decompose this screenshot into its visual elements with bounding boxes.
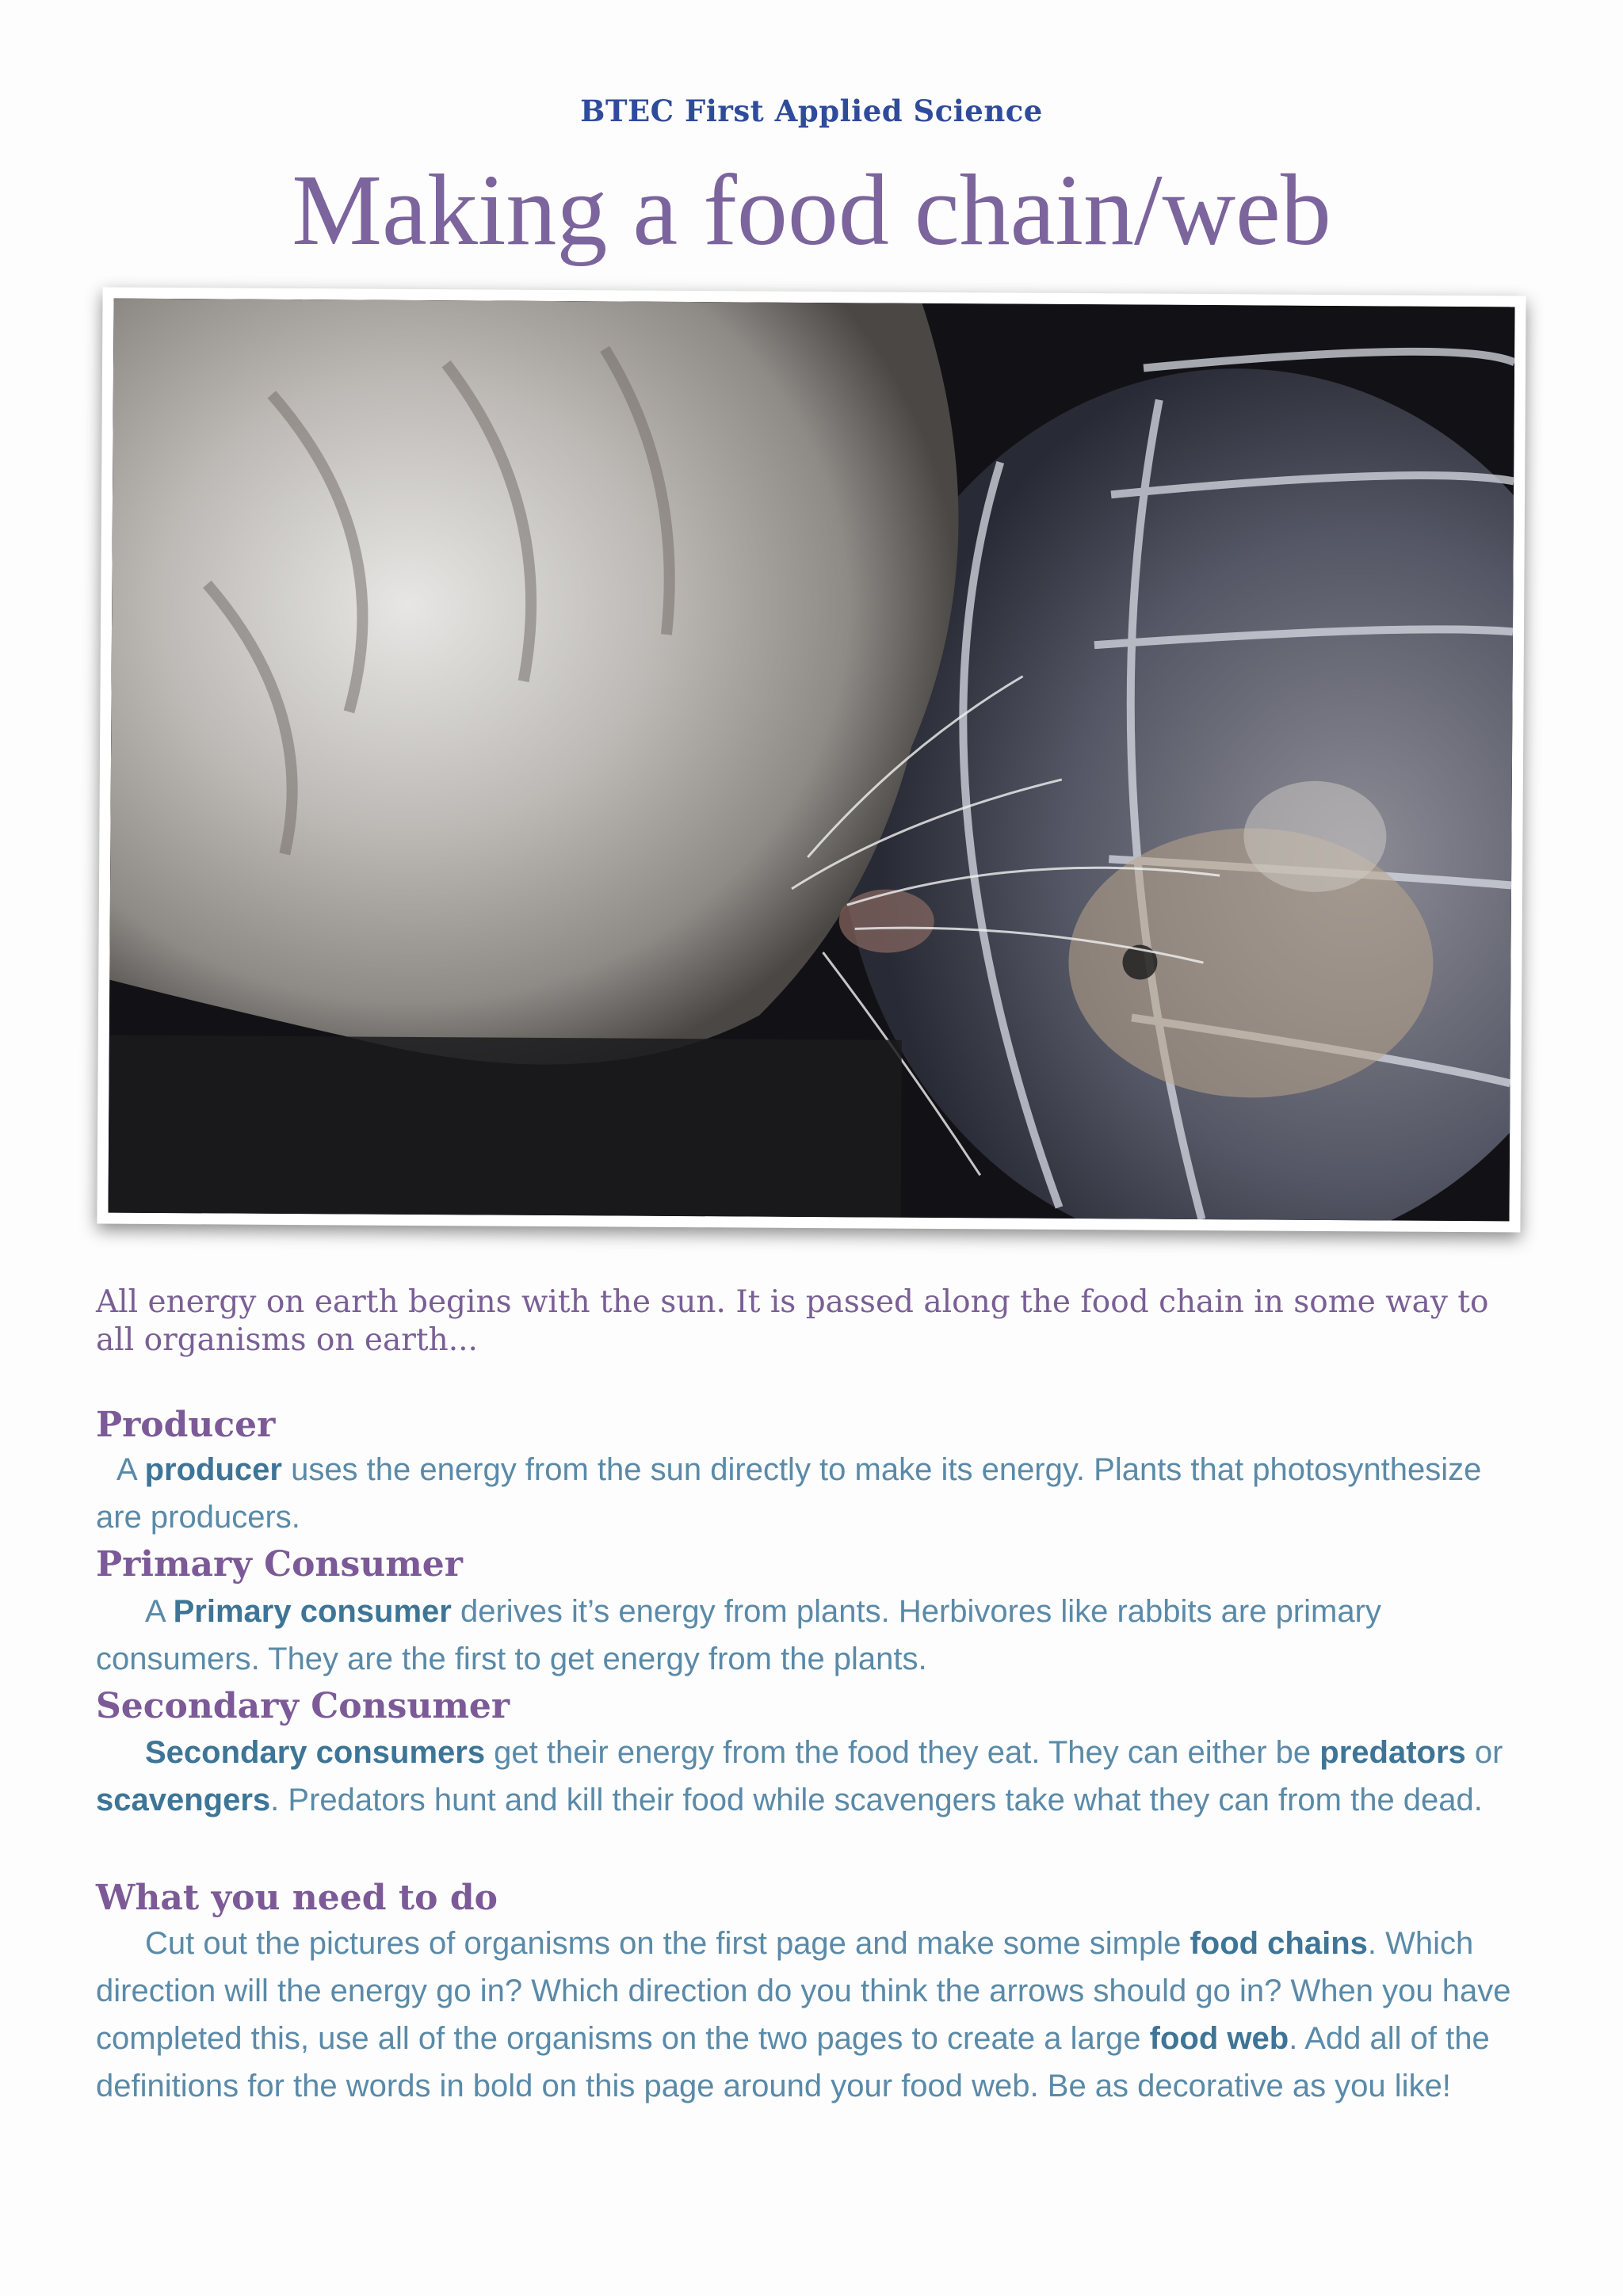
photo-illustration <box>108 299 1514 1222</box>
text-run: . Which direction will the energy go in? Which direction do you think the arrows should go in? When you have completed this, use all of the organisms on the two pages to create a large <box>96 1926 1511 2056</box>
text-run: A <box>145 1594 174 1629</box>
intro-paragraph: All energy on earth begins with the sun. It is passed along the food chain in some way to all organisms on earth... <box>96 1284 1489 1358</box>
heading-secondary-consumer: Secondary Consumer <box>96 1686 510 1726</box>
bold-term-primary-consumer: Primary consumer <box>173 1594 452 1629</box>
cat-hamster-photo <box>108 299 1514 1222</box>
paragraph-producer <box>96 1446 1522 1541</box>
text-run: or <box>1465 1735 1503 1770</box>
bold-term-food-web: food web <box>1149 2021 1289 2056</box>
text-run: Cut out the pictures of organisms on the first page and make some simple <box>145 1926 1190 1961</box>
bold-term-secondary-consumers: Secondary consumers <box>145 1735 486 1770</box>
bold-term-food-chains: food chains <box>1190 1926 1368 1961</box>
text-run: A <box>116 1452 145 1487</box>
text-run: uses the energy from the sun directly to make its energy. Plants that photosynthesize are producers. <box>96 1452 1482 1535</box>
paragraph-secondary-consumer <box>96 1729 1522 1824</box>
heading-producer: Producer <box>96 1405 276 1445</box>
text-run: . Add all of the definitions for the words in bold on this page around your food web. Be as decorative as you like! <box>96 2021 1490 2103</box>
heading-primary-consumer: Primary Consumer <box>96 1544 463 1585</box>
bold-term-scavengers: scavengers <box>96 1783 271 1817</box>
photo-frame <box>97 288 1526 1233</box>
page-title: Making a food chain/web <box>292 154 1331 266</box>
paragraph-primary-consumer <box>96 1588 1522 1683</box>
bold-term-producer: producer <box>144 1452 282 1487</box>
course-header: BTEC First Applied Science <box>580 93 1043 128</box>
text-run: get their energy from the food they eat. They can either be <box>485 1735 1320 1770</box>
bold-term-predators: predators <box>1319 1735 1466 1770</box>
heading-what-you-need-to-do: What you need to do <box>96 1878 498 1918</box>
paragraph-instructions <box>96 1920 1522 2110</box>
text-run: . Predators hunt and kill their food while scavengers take what they can from the dead. <box>270 1783 1483 1817</box>
text-run: derives it’s energy from plants. Herbivores like rabbits are primary consumers. They are the first to get energy from the plants. <box>96 1594 1381 1676</box>
